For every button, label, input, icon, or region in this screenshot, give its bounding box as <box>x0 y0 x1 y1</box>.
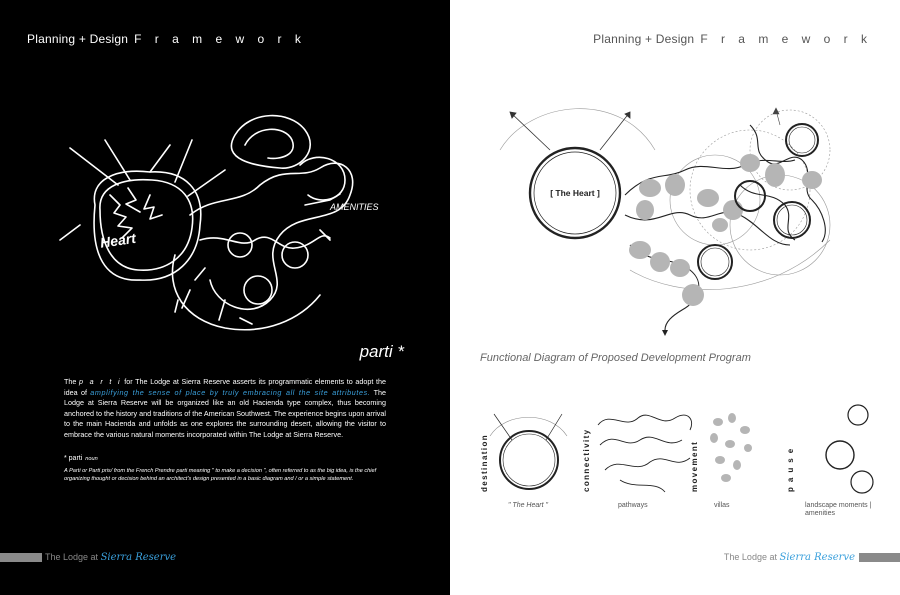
legend-caption-connectivity: pathways <box>618 502 648 509</box>
villa-12 <box>765 163 785 187</box>
villa-11 <box>740 154 760 172</box>
parti-title: parti * <box>359 342 404 361</box>
legend-path-3 <box>605 458 690 470</box>
pathway-arrow-head <box>662 330 668 336</box>
diagram-title: Functional Diagram of Proposed Development Program <box>480 352 751 364</box>
legend-villa-2 <box>728 413 736 423</box>
sketch-circle-b <box>244 276 272 304</box>
villa-1 <box>639 179 661 197</box>
legend-pause-ring-1 <box>848 405 868 425</box>
body-part-1: The <box>64 377 80 386</box>
definition-pos: noun <box>85 456 98 462</box>
legend-path-4 <box>620 480 665 492</box>
legend-villa-5 <box>725 440 735 448</box>
legend-villa-1 <box>713 418 723 426</box>
pathway-5 <box>740 185 795 240</box>
legend-destination-circle <box>500 431 558 489</box>
villa-10 <box>682 284 704 306</box>
amenity-ring-3-inner <box>701 248 729 276</box>
legend-caption-pause: landscape moments | amenities <box>805 502 872 517</box>
legend-villa-3 <box>740 426 750 434</box>
legend-villa-6 <box>744 444 752 452</box>
header-spaced-text: F r a m e w o r k <box>700 32 872 46</box>
definition-term: * parti <box>64 455 83 462</box>
footer-bar-left <box>0 553 42 562</box>
villa-7 <box>629 241 651 259</box>
amenity-ring-2-inner <box>777 205 807 235</box>
villa-6 <box>712 218 728 232</box>
functional-diagram <box>450 0 900 360</box>
sketch-scribble <box>110 188 162 238</box>
legend-caption-destination: " The Heart " <box>508 502 548 509</box>
footer-brand: Sierra Reserve <box>779 552 855 563</box>
legend-destination-inner <box>503 434 555 486</box>
legend-path-1 <box>598 415 692 430</box>
amenity-ring-2 <box>774 202 810 238</box>
legend-destination-arc <box>490 417 567 436</box>
sketch-top-loop-2 <box>245 129 293 158</box>
amenity-ring-3 <box>698 245 732 279</box>
legend-label-destination: destination <box>480 433 489 492</box>
legend-pause-ring-2 <box>826 441 854 469</box>
sketch-circle-c <box>282 242 308 268</box>
footer-prefix: The Lodge at <box>45 552 99 562</box>
legend-label-pause: p a u s e <box>786 447 795 492</box>
villa-13 <box>802 171 822 189</box>
villa-8 <box>650 252 670 272</box>
amenity-ring-1-inner <box>789 127 815 153</box>
heart-label: [ The Heart ] <box>550 188 600 198</box>
heart-arc <box>500 109 655 150</box>
parti-sketch <box>0 0 450 360</box>
legend-label-connectivity: connectivity <box>582 428 591 492</box>
definition-heading <box>64 455 98 462</box>
villa-2 <box>665 174 685 196</box>
footer-right <box>724 552 855 563</box>
sketch-heart-blob-2 <box>100 180 193 271</box>
legend-caption-movement: villas <box>714 502 730 509</box>
footer-brand: Sierra Reserve <box>100 552 177 563</box>
sketch-path-2 <box>200 236 330 248</box>
definition-text: A Parti or Parti pris/ from the French Prendre parti meaning " to make a decision ", often referred to as the big idea, is the chief organizing thought or decision behind an architect's design presented in a basic diagram and / or a simple statement. <box>64 468 377 483</box>
right-page <box>450 0 900 595</box>
body-part-3: The Lodge at Sierra Reserve will be organized like an old Hacienda type complex, thus becoming anchored to the history and traditions of the American Southwest. The experience begins upon arrival to the main Hacienda and unfolds as one explores the surrounding desert, allowing the visitor to embrace the various natural moments incorporated within The Lodge at Sierra Reserve. <box>64 387 386 439</box>
sketch-heart-text: Heart <box>99 229 137 251</box>
header-main-text: Planning + Design <box>593 32 695 46</box>
legend-villa-8 <box>733 460 741 470</box>
villa-5 <box>723 200 743 220</box>
legend-villa-7 <box>715 456 725 464</box>
body-highlight: amplifying the sense of place by truly embracing all the site attributes. <box>90 387 371 397</box>
parti-body <box>64 377 386 441</box>
footer-bar-right <box>859 553 900 562</box>
legend-villa-4 <box>710 433 718 443</box>
villa-4 <box>697 189 719 207</box>
header-main-text: Planning + Design <box>27 32 129 46</box>
heart-arrow-right <box>600 112 630 150</box>
legend-pause-ring-3 <box>851 471 873 493</box>
small-arrow-1-head <box>773 108 779 114</box>
legend-label-movement: movement <box>690 440 699 492</box>
sketch-right-loop <box>300 157 345 200</box>
body-part-2: for The Lodge at Sierra Reserve asserts its programmatic elements to adopt the idea of <box>64 377 386 397</box>
villa-3 <box>636 200 654 220</box>
parti-word: p a r t i <box>79 377 122 386</box>
header-spaced-text: F r a m e w o r k <box>134 32 306 46</box>
guide-ring-3 <box>730 175 830 275</box>
footer-prefix: The Lodge at <box>723 552 777 562</box>
legend-destination-arrow-l <box>494 414 512 440</box>
footer-left <box>45 552 176 563</box>
sketch-amenities-text: AMENITIES <box>330 202 379 212</box>
legend-path-2 <box>600 437 682 445</box>
legend-villa-9 <box>721 474 731 482</box>
sketch-circle-a <box>228 233 252 257</box>
amenity-ring-1 <box>786 124 818 156</box>
legend-destination-arrow-r <box>546 414 562 440</box>
sketch-top-loop <box>231 116 310 169</box>
sketch-outer-arc <box>172 255 320 330</box>
villa-9 <box>670 259 690 277</box>
